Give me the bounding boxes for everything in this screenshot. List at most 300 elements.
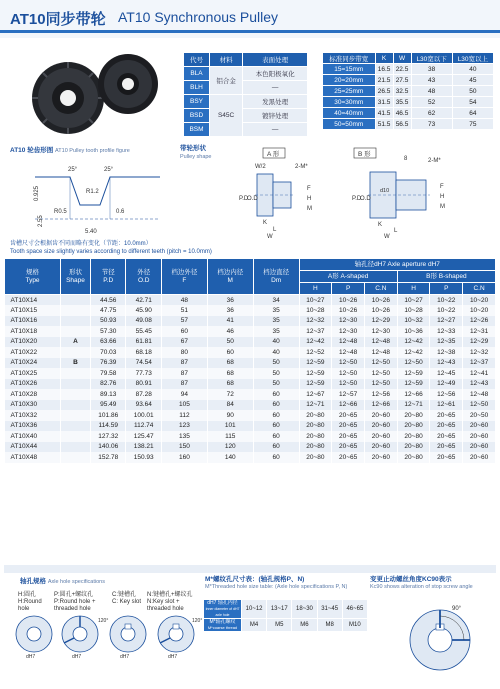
table-row [5,295,496,306]
belt-cell: 48 [411,86,452,97]
spec-cell: 68 [207,358,253,369]
spec-cell: 87 [161,358,207,369]
bore-spec-title: 轴孔规格 Axle hole specifications [20,578,105,585]
col-shape: 形状 Shape [61,259,91,295]
spec-cell: 50 [207,337,253,348]
spec-cell: 12~37 [299,326,332,337]
spec-cell: 74.54 [126,358,161,369]
dim-540: 5.40 [85,229,97,235]
spec-cell: 12~27 [430,316,463,327]
spec-cell: 12~59 [299,368,332,379]
spec-cell: 51 [161,305,207,316]
spec-cell: 12~31 [463,326,496,337]
spec-model: AT10X48 [5,452,61,463]
belt-width-table [322,52,494,130]
spec-cell: 50.93 [91,316,126,327]
pulley-shape-label-en: Pulley shape [180,154,212,160]
spec-cell: 42.71 [126,295,161,306]
spec-cell: 61.81 [126,337,161,348]
belt-cell: 38 [411,64,452,75]
spec-cell: 89.13 [91,389,126,400]
thread-size-cell: M10 [342,619,367,632]
tooth-profile-label [10,145,130,154]
belt-cell: 27.5 [393,75,411,86]
dim-255: 2.55 [38,215,44,227]
spec-cell: 12~43 [463,379,496,390]
spec-cell: 20~60 [364,410,397,421]
spec-cell: 20~60 [463,431,496,442]
a-dim: H [307,196,312,202]
spec-cell: 95.49 [91,400,126,411]
spec-cell: 60 [253,421,299,432]
spec-cell: 150 [161,442,207,453]
spec-cell: 10~27 [299,295,332,306]
belt-header: L30宽以下 [411,53,452,64]
b-dim: d10 [380,188,390,194]
spec-cell: 44.56 [91,295,126,306]
belt-cell: 56.5 [393,119,411,130]
spec-cell: 10~27 [397,295,430,306]
spec-cell: 127.32 [91,431,126,442]
spec-cell: 47.75 [91,305,126,316]
belt-cell: 73 [411,119,452,130]
tooth-profile-drawing [30,157,170,237]
spec-cell: 12~52 [299,347,332,358]
spec-cell: 120 [207,442,253,453]
spec-cell: 10~26 [332,305,365,316]
spec-cell: 20~80 [299,410,332,421]
spec-cell: 20~65 [430,410,463,421]
spec-cell: 20~80 [299,421,332,432]
spec-cell: 68 [207,379,253,390]
spec-cell: 60 [161,326,207,337]
spec-cell: 57 [161,316,207,327]
belt-cell: 41.5 [375,108,393,119]
col-sub: C.N [364,283,397,295]
spec-cell: 12~67 [299,389,332,400]
spec-cell: 12~45 [430,368,463,379]
belt-cell: 45 [452,75,493,86]
table-row [5,400,496,411]
spec-cell: 10~36 [397,326,430,337]
spec-cell: 12~50 [332,358,365,369]
spec-cell: 12~49 [430,379,463,390]
table-row [323,108,494,119]
spec-cell: 20~60 [463,452,496,463]
spec-cell: 50 [253,358,299,369]
belt-cell: 35.5 [393,97,411,108]
spec-cell: 94 [161,389,207,400]
mat-material: S45C [210,95,243,137]
bore-hole-drawings [14,610,203,660]
a-dim: L [273,227,277,233]
spec-cell: 57.30 [91,326,126,337]
spec-cell: 101.86 [91,410,126,421]
b-dim: L [394,228,398,234]
a-dim: W [267,234,273,240]
b-dim: 8 [404,156,408,162]
spec-cell: 20~65 [430,442,463,453]
spec-cell: 20~60 [463,442,496,453]
spec-shape [61,347,91,358]
spec-cell: 12~50 [364,379,397,390]
spec-shape [61,410,91,421]
kc90-drawing [400,596,480,676]
spec-cell: 150.93 [126,452,161,463]
kc90-title: 变更止动螺丝角度KC90表示 Kc90 shows alteration of stop screw angle [370,576,473,590]
thread-bore-cell: 18~30 [292,600,317,619]
table-row [5,410,496,421]
belt-header: L30宽以上 [452,53,493,64]
dim-dh7: dH7 [120,654,130,660]
spec-cell: 46 [207,326,253,337]
a-dim: 2-M* [295,164,308,170]
spec-cell: 140.06 [91,442,126,453]
spec-model: AT10X26 [5,379,61,390]
table-row [5,316,496,327]
spec-model: AT10X28 [5,389,61,400]
mat-code: BSM [184,123,210,137]
spec-cell: 12~35 [430,337,463,348]
spec-model: AT10X22 [5,347,61,358]
spec-cell: 35 [253,326,299,337]
spec-cell: 12~29 [364,316,397,327]
tooth-profile-label-en: AT10 Pulley tooth profile figure [55,148,130,154]
spec-shape [61,368,91,379]
col-sub: H [397,283,430,295]
belt-cell: 64 [452,108,493,119]
thread-bore-header: dH7 轴孔内径 Inner diameter of dH7 axle hole [204,600,242,619]
dim-angle: 120° [192,618,203,624]
col-dm: 档边直径 Dm [253,259,299,295]
col-model: 规格 Type [5,259,61,295]
spec-cell: 12~42 [397,337,430,348]
table-row [5,442,496,453]
spec-shape [61,452,91,463]
b-dim: M [440,204,445,210]
b-shape-title: B 形 [358,151,371,158]
spec-cell: 20~60 [364,452,397,463]
belt-cell: 26.5 [375,86,393,97]
spec-cell: 10~28 [299,305,332,316]
spec-shape [61,400,91,411]
spec-cell: 12~42 [299,337,332,348]
header-rule [0,30,500,33]
spec-cell: 10~22 [430,295,463,306]
spec-cell: 12~37 [463,358,496,369]
spec-cell: 10~26 [364,305,397,316]
spec-cell: 152.78 [91,452,126,463]
spec-model: AT10X40 [5,431,61,442]
mat-treatment: 本色阳极氧化 [243,67,308,81]
belt-cell: 40 [452,64,493,75]
spec-cell: 80 [161,347,207,358]
a-shape-drawing [225,148,340,240]
material-table [183,52,308,137]
thread-size-cell: M5 [267,619,292,632]
spec-shape [61,316,91,327]
spec-cell: 87 [161,379,207,390]
spec-shape [61,379,91,390]
spec-shape [61,421,91,432]
dim-dh7: dH7 [72,654,82,660]
spec-cell: 101 [207,421,253,432]
pulley-photo [8,40,180,138]
spec-cell: 20~60 [364,421,397,432]
spec-cell: 160 [161,452,207,463]
pulley-shape-label-cn: 带轮形状 [180,145,206,152]
spec-cell: 35 [253,316,299,327]
spec-cell: 20~50 [463,410,496,421]
spec-cell: 60 [253,442,299,453]
spec-cell: 123 [161,421,207,432]
b-dim: F [440,184,444,190]
pitch-note-en: Tooth space size slightly varies according to different teeth (pitch = 10.0mm) [10,249,212,255]
spec-cell: 12~48 [364,337,397,348]
spec-shape [61,431,91,442]
spec-cell: 79.58 [91,368,126,379]
spec-cell: 40 [253,337,299,348]
mat-material: 铝合金 [210,67,243,95]
spec-cell: 36 [207,295,253,306]
table-row [5,347,496,358]
col-b-shaped: B形 B-shaped [397,271,495,283]
belt-cell: 62 [411,108,452,119]
spec-cell: 140 [207,452,253,463]
spec-cell: 34 [253,295,299,306]
dim-dh7: dH7 [26,654,36,660]
mat-code: BLH [184,81,210,95]
dim-dh7: dH7 [168,654,178,660]
spec-cell: 10~22 [430,305,463,316]
spec-cell: 35 [253,305,299,316]
belt-header: K [375,53,393,64]
spec-cell: 12~48 [332,337,365,348]
spec-cell: 12~30 [364,326,397,337]
spec-cell: 87 [161,368,207,379]
spec-cell: 12~66 [364,400,397,411]
spec-cell: 68 [207,368,253,379]
spec-cell: 114.59 [91,421,126,432]
spec-cell: 12~26 [463,316,496,327]
mat-treatment: — [243,123,308,137]
dim-angle-left: 25° [68,167,78,173]
spec-cell: 12~59 [397,368,430,379]
belt-cell: 16.5 [375,64,393,75]
spec-cell: 138.21 [126,442,161,453]
spec-cell: 77.73 [126,368,161,379]
spec-cell: 20~65 [332,410,365,421]
table-row [5,452,496,463]
col-sub: P [430,283,463,295]
col-m: 档边内径 M [207,259,253,295]
spec-shape [61,295,91,306]
belt-cell: 15=15mm [323,64,376,75]
spec-shape: B [61,358,91,369]
spec-cell: 20~80 [397,421,430,432]
col-sub: P [332,283,365,295]
thread-size-cell: M6 [292,619,317,632]
a-shape-title: A 形 [267,151,280,158]
spec-cell: 12~56 [364,389,397,400]
spec-cell: 135 [161,431,207,442]
hole-round-threaded-icon [62,616,98,652]
a-dim: F [307,186,311,192]
pulley-shape-label [180,145,212,161]
thread-bore-cell: 13~17 [267,600,292,619]
spec-cell: 12~29 [463,337,496,348]
thread-size-header: M*轴孔螺纹 M*coarse thread [204,619,242,632]
hole-p: P:圆孔+螺纹孔 P:Round hole + threaded hole [54,592,96,612]
table-row [5,431,496,442]
spec-cell: 60 [253,452,299,463]
spec-cell: 60 [253,410,299,421]
spec-shape: A [61,337,91,348]
belt-cell: 25=25mm [323,86,376,97]
spec-cell: 12~71 [397,400,430,411]
belt-cell: 32.5 [393,86,411,97]
spec-cell: 10~32 [397,316,430,327]
spec-cell: 20~60 [364,442,397,453]
spec-model: AT10X24 [5,358,61,369]
spec-cell: 12~50 [332,379,365,390]
thread-bore-cell: 31~45 [317,600,342,619]
spec-cell: 20~65 [332,442,365,453]
belt-cell: 50 [452,86,493,97]
spec-cell: 63.66 [91,337,126,348]
spec-cell: 20~65 [430,452,463,463]
table-row [323,64,494,75]
spec-cell: 36 [207,305,253,316]
thread-size-cell: M4 [242,619,267,632]
spec-cell: 12~50 [364,358,397,369]
spec-cell: 10~28 [397,305,430,316]
dim-r05: R0.5 [54,209,67,215]
dim-06: 0.6 [116,209,125,215]
belt-cell: 46.5 [393,108,411,119]
table-row [5,305,496,316]
dim-angle-right: 25° [104,167,114,173]
spec-cell: 10~20 [463,305,496,316]
spec-cell: 12~38 [430,347,463,358]
b-shape-drawing [350,148,490,240]
tooth-profile-label-cn: AT10 轮齿形图 [10,147,54,154]
mat-code: BSD [184,109,210,123]
spec-cell: 60 [253,389,299,400]
spec-cell: 12~41 [463,368,496,379]
spec-cell: 12~56 [430,389,463,400]
spec-cell: 20~80 [299,431,332,442]
thread-bore-cell: 46~65 [342,600,367,619]
spec-model: AT10X16 [5,316,61,327]
thread-table [203,599,368,632]
dim-angle: 120° [98,618,109,624]
spec-model: AT10X32 [5,410,61,421]
table-row [5,421,496,432]
belt-cell: 21.5 [375,75,393,86]
hole-n: N:键槽孔+螺纹孔 N:Key slot + threaded hole [147,592,193,612]
belt-cell: 54 [452,97,493,108]
spec-cell: 12~42 [397,347,430,358]
hole-c: C:键槽孔 C: Key slot [112,592,142,605]
spec-model: AT10X25 [5,368,61,379]
spec-cell: 12~32 [299,316,332,327]
mat-code: BSY [184,95,210,109]
thread-size-cell: M8 [317,619,342,632]
spec-cell: 20~80 [397,410,430,421]
spec-cell: 12~71 [299,400,332,411]
col-sub: C.N [463,283,496,295]
spec-model: AT10X36 [5,421,61,432]
belt-cell: 50=50mm [323,119,376,130]
thread-table-title: M*螺纹孔尺寸表：(轴孔规格P、N) M*Threaded hole size table: (Axle hole specifications P, N) [205,576,348,590]
spec-cell: 70.03 [91,347,126,358]
spec-cell: 41 [207,316,253,327]
spec-cell: 60 [253,431,299,442]
col-od: 外径 O.D [126,259,161,295]
spec-cell: 12~57 [332,389,365,400]
spec-cell: 20~65 [430,421,463,432]
spec-cell: 48 [161,295,207,306]
spec-cell: 12~32 [463,347,496,358]
mat-treatment: 镀锌处理 [243,109,308,123]
belt-cell: 52 [411,97,452,108]
dim-r12: R1.2 [86,189,99,195]
a-dim: K [263,220,268,226]
belt-cell: 40=40mm [323,108,376,119]
spec-cell: 100.01 [126,410,161,421]
spec-shape [61,389,91,400]
belt-cell: 75 [452,119,493,130]
hole-key-slot-icon [110,616,146,652]
spec-cell: 50 [253,368,299,379]
spec-model: AT10X44 [5,442,61,453]
table-row [323,119,494,130]
spec-cell: 12~59 [397,379,430,390]
title-en: AT10 Synchronous Pulley [118,9,279,25]
thread-bore-cell: 10~12 [242,600,267,619]
spec-cell: 10~20 [463,295,496,306]
spec-model: AT10X14 [5,295,61,306]
spec-cell: 80.91 [126,379,161,390]
spec-cell: 12~33 [430,326,463,337]
b-dim: K [378,222,383,228]
spec-cell: 20~80 [397,442,430,453]
b-dim: 2-M* [428,158,441,164]
spec-cell: 10~26 [332,295,365,306]
spec-cell: 12~50 [364,368,397,379]
spec-cell: 50 [253,379,299,390]
spec-cell: 82.76 [91,379,126,390]
belt-cell: 20=20mm [323,75,376,86]
spec-cell: 112 [161,410,207,421]
table-row [5,326,496,337]
b-dim: W [384,234,390,240]
spec-cell: 20~80 [397,431,430,442]
col-a-shaped: A形 A-shaped [299,271,397,283]
dim-0925: 0.925 [34,185,40,201]
spec-cell: 45.90 [126,305,161,316]
spec-cell: 12~43 [430,358,463,369]
spec-cell: 20~65 [430,431,463,442]
b-dim: P.D [352,196,362,202]
belt-cell: 30=30mm [323,97,376,108]
mat-treatment: 发黑处理 [243,95,308,109]
table-row [323,75,494,86]
spec-cell: 20~60 [364,431,397,442]
pulley-small [98,54,158,114]
spec-cell: 84 [207,400,253,411]
